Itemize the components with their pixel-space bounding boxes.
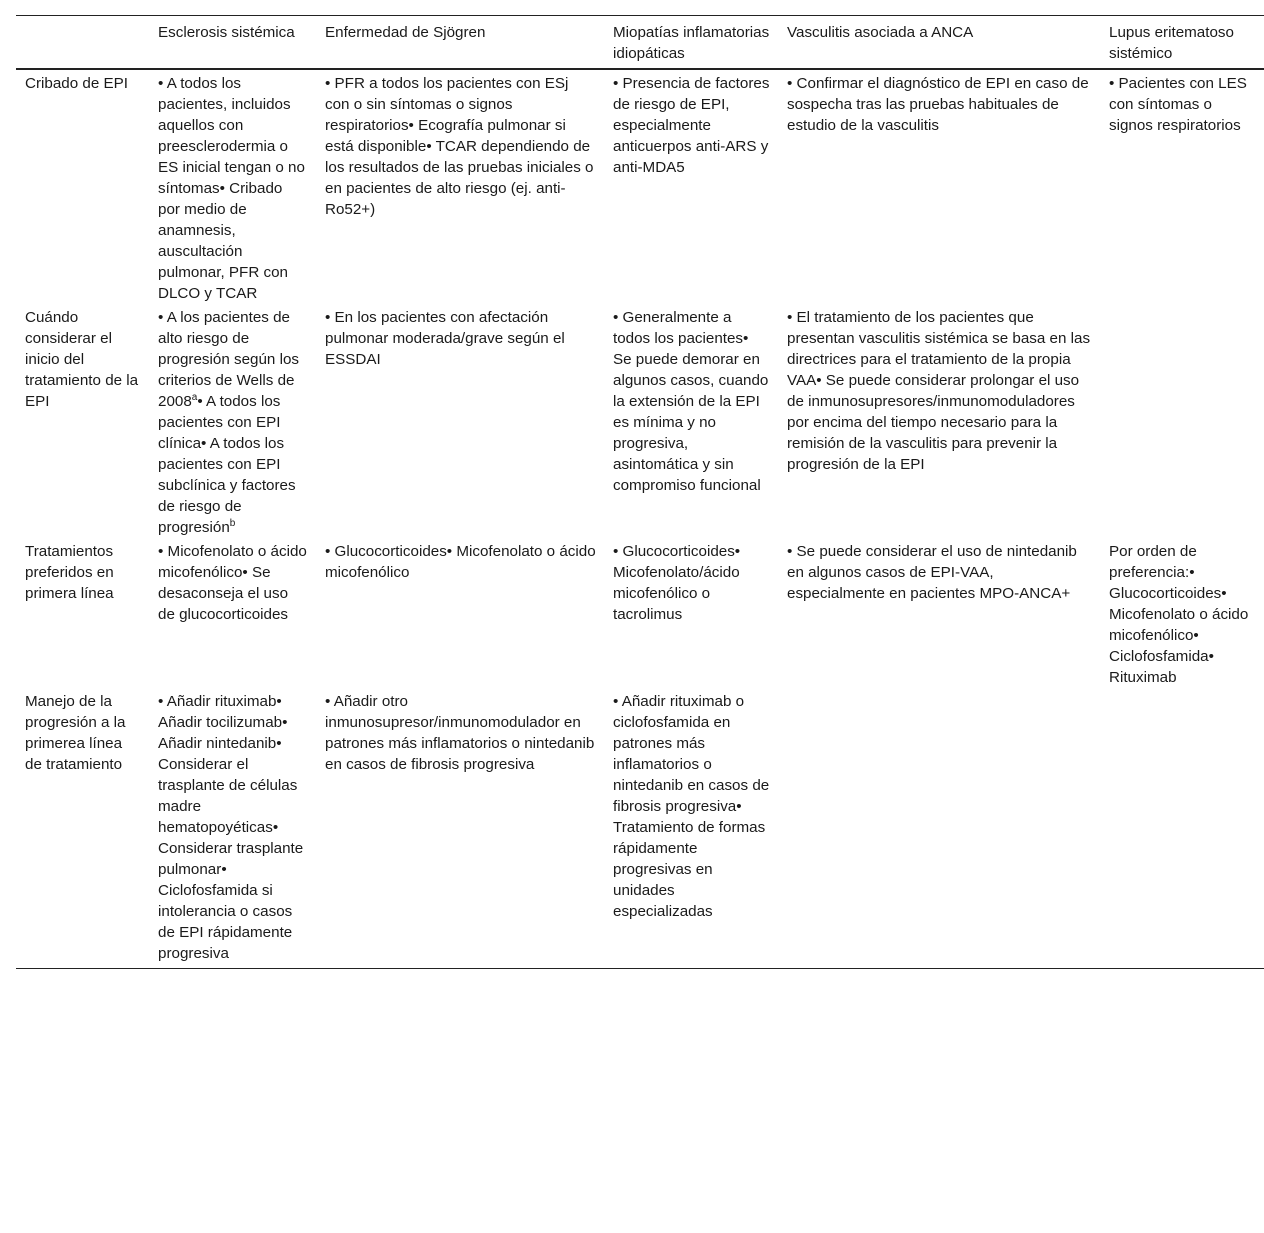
table-cell: • Presencia de factores de riesgo de EPI, especialmente anticuerpos anti-ARS y anti-MDA5 <box>613 75 770 176</box>
header-lupus: Lupus eritematoso sistémico <box>1109 24 1234 62</box>
header-esclerosis-sistemica: Esclerosis sistémica <box>158 24 295 41</box>
table-cell: • Generalmente a todos los pacientes• Se puede demorar en algunos casos, cuando la extensión de la EPI es mínima y no progresiva, asintomática y sin compromiso funcional <box>613 309 769 494</box>
table-cell: • Confirmar el diagnóstico de EPI en caso de sospecha tras las pruebas habituales de estudio de la vasculitis <box>787 75 1089 134</box>
footnote-marker-b: b <box>229 518 236 529</box>
table-cell: • El tratamiento de los pacientes que presentan vasculitis sistémica se basa en las directrices para el tratamiento de la propia VAA• Se puede considerar prolongar el uso de inmunosupresores/inmunomoduladores por encima del tiempo necesario para la remisión de la vasculitis para prevenir la progresión de la EPI <box>787 309 1091 473</box>
table-cell: • Se puede considerar el uso de nintedanib en algunos casos de EPI-VAA, especialmente en pacientes MPO-ANCA+ <box>787 543 1077 602</box>
table-row <box>16 689 1264 969</box>
table-cell: • PFR a todos los pacientes con ESj con o sin síntomas o signos respiratorios• Ecografía pulmonar si está disponible• TCAR dependiendo de los resultados de las pruebas iniciales o en pacientes de alto riesgo (ej. anti-Ro52+) <box>325 75 594 218</box>
table-cell: • Glucocorticoides• Micofenolato/ácido micofenólico o tacrolimus <box>613 543 741 623</box>
table-cell: • A todos los pacientes, incluidos aquellos con preesclerodermia o ES inicial tengan o no síntomas• Cribado por medio de anamnesis, auscultación pulmonar, PFR con DLCO y TCAR <box>158 75 305 302</box>
row-label: Tratamientos preferidos en primera línea <box>25 543 114 602</box>
table-cell <box>149 305 316 539</box>
row-label: Cribado de EPI <box>25 75 128 92</box>
table-cell: • En los pacientes con afectación pulmonar moderada/grave según el ESSDAI <box>325 309 565 368</box>
table-cell: • Micofenolato o ácido micofenólico• Se desaconseja el uso de glucocorticoides <box>158 543 307 623</box>
footnote-marker-a: a <box>191 392 198 403</box>
header-row <box>16 16 1264 70</box>
table-cell: Por orden de preferencia:• Glucocorticoides• Micofenolato o ácido micofenólico• Ciclofosfamida• Rituximab <box>1109 543 1249 686</box>
recommendations-table <box>16 15 1264 969</box>
header-miopatias: Miopatías inflamatorias idiopáticas <box>613 24 770 62</box>
table-cell: • Añadir otro inmunosupresor/inmunomodulador en patrones más inflamatorios o nintedanib en casos de fibrosis progresiva <box>325 693 595 773</box>
cell-text: • A todos los pacientes con EPI clínica• A todos los pacientes con EPI subclínica y factores de riesgo de progresión <box>158 393 296 536</box>
header-vasculitis-anca: Vasculitis asociada a ANCA <box>787 24 974 41</box>
table-cell: • Añadir rituximab• Añadir tocilizumab• Añadir nintedanib• Considerar el trasplante de células madre hematopoyéticas• Considerar trasplante pulmonar• Ciclofosfamida si intolerancia o casos de EPI rápidamente progresiva <box>158 693 304 962</box>
table-cell <box>1100 689 1264 969</box>
table-cell <box>778 689 1100 969</box>
table-cell <box>1100 305 1264 539</box>
table-cell: • Añadir rituximab o ciclofosfamida en patrones más inflamatorios o nintedanib en casos de fibrosis progresiva• Tratamiento de formas rápidamente progresivas en unidades especializadas <box>613 693 770 920</box>
row-label: Cuándo considerar el inicio del tratamiento de la EPI <box>25 309 139 410</box>
header-empty <box>16 16 149 70</box>
row-label: Manejo de la progresión a la primerea línea de tratamiento <box>25 693 126 773</box>
table-row <box>16 305 1264 539</box>
table-cell: • Pacientes con LES con síntomas o signos respiratorios <box>1109 75 1247 134</box>
table-row <box>16 539 1264 689</box>
table-cell: • Glucocorticoides• Micofenolato o ácido micofenólico <box>325 543 596 581</box>
header-enfermedad-sjogren: Enfermedad de Sjögren <box>325 24 486 41</box>
table-row <box>16 69 1264 305</box>
cell-text: • A los pacientes de alto riesgo de progresión según los criterios de Wells de 2008 <box>158 309 299 410</box>
